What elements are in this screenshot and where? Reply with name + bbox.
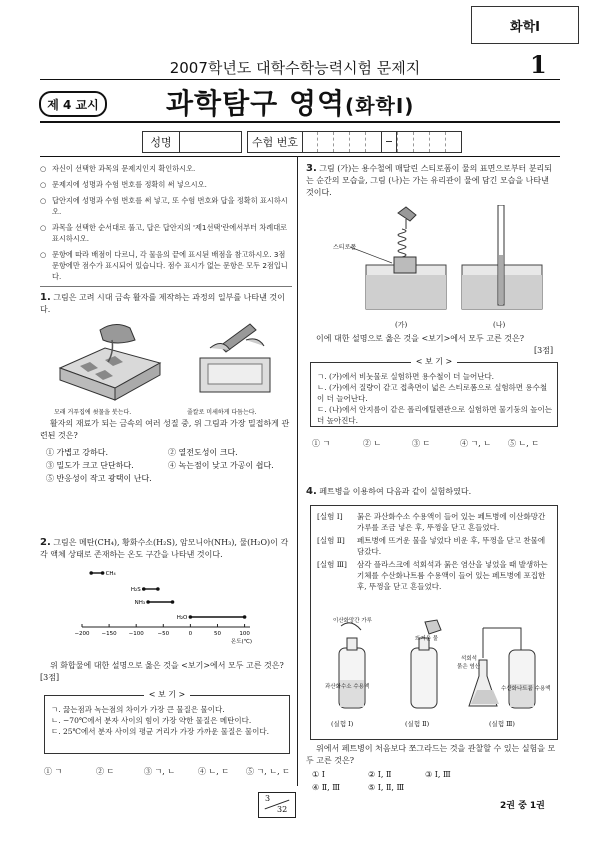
header-divider [40,79,560,80]
column-divider [297,156,298,786]
range-max-point [101,571,105,575]
page-number: 1 [530,50,547,79]
notice-5: ○ 문항에 따라 배점이 다르니, 각 물음의 끝에 표시된 배점을 참고하시오. 3점 문항에만 점수가 표시되어 있습니다. 점수 표시가 없는 문항은 모두 2점입니다. [40,249,290,282]
range-min-point [189,615,193,619]
exam-title: 2007학년도 대학수학능력시험 문제지 [169,59,421,77]
bogi-item: ㄴ. −70℃에서 분자 사이의 힘이 가장 약한 물질은 메탄이다. [51,716,252,725]
x-axis-label: 온도(℃) [230,639,252,645]
q4-choice-2[interactable]: ② Ⅰ, Ⅱ [368,770,392,779]
q1-stem [40,292,290,316]
q4-stem-text: 페트병을 이용하여 다음과 같이 실험하였다. [319,487,472,496]
q3-choice-1[interactable]: ① ㄱ [312,439,331,448]
subject-box: 화학Ⅰ [471,6,579,44]
q4-figure [319,618,551,714]
q3-figure [330,205,545,317]
range-max-point [243,615,247,619]
range-min-point [89,571,93,575]
bogi-item: ㄷ. 25℃에서 분자 사이의 평균 거리가 가장 가까운 물질은 물이다. [51,727,270,736]
notice-2: ○ 문제지에 성명과 수험 번호를 정확히 써 넣으시오. [40,180,207,189]
bogi-item: ㄷ. (나)에서 안지름이 같은 폴리에틸렌관으로 실험하면 물기둥의 높이는 더 높아진다. [317,405,553,425]
exp-caption-2: (실험 Ⅱ) [405,720,430,728]
q2-choice-1[interactable]: ① ㄱ [44,767,63,776]
bogi-item: ㄱ. 끓는점과 녹는점의 차이가 가장 큰 물질은 물이다. [51,705,225,714]
label-hcl: 묽은 염산 [457,664,481,670]
notice-text: 자신이 선택한 과목의 문제지인지 확인하시오. [52,164,196,173]
experiment-text: 페트병에 뜨거운 물을 넣었다 비운 후, 뚜껑을 닫고 찬물에 담갔다. [357,536,546,556]
exp-caption-3: (실험 Ⅲ) [489,720,515,728]
footer-book: 2권 중 1권 [500,801,545,811]
footer-page-total: 32 [277,805,288,814]
number-cell[interactable] [349,132,365,152]
q3-number: 3. [306,163,317,174]
q2-choice-3[interactable]: ③ ㄱ, ㄴ [144,767,176,776]
figure-ga [350,207,446,309]
q2-choice-4[interactable]: ④ ㄴ, ㄷ [198,767,230,776]
q1-choice-1[interactable]: ① 가볍고 강하다. [46,448,108,457]
x-tick-label: 100 [239,631,250,637]
q2-number: 2. [40,537,51,548]
notice-text: 답안지에 성명과 수험 번호를 써 넣고, 또 수험 번호와 답을 정확히 표시하시오. [52,196,288,216]
label-naoh: 수산화나트륨 수용액 [501,686,551,692]
q1-stem-text: 그림은 고려 시대 금속 활자를 제작하는 과정의 일부를 나타낸 것이다. [40,293,285,314]
q3-choice-4[interactable]: ④ ㄱ, ㄴ [460,439,492,448]
q2-chart [70,565,275,645]
q4-choice-1[interactable]: ① Ⅰ [312,770,325,779]
bogi-item: ㄴ. (가)에서 질량이 같고 접촉면이 넓은 스티로폼으로 실험하면 용수철이 더 늘어난다. [317,383,548,403]
range-min-point [146,600,150,604]
experiment-1 [317,511,553,533]
styrofoam-label: 스티로폼 [333,244,357,251]
notice-text: 문항에 따라 배점이 다르니, 각 물음의 끝에 표시된 배점을 참고하시오. 3점 문항에만 점수가 표시되어 있습니다. 점수 표시가 없는 문항은 모두 2점입니다. [52,250,288,281]
area-title [166,82,476,122]
q1-question: 활자의 재료가 되는 금속의 여러 성질 중, 위 그림과 가장 밀접하게 관련된 것은? [40,419,290,440]
q3-choice-2[interactable]: ② ㄴ [363,439,382,448]
series-label: NH₃ [134,600,146,606]
q1-choice-2[interactable]: ② 열전도성이 크다. [168,448,238,457]
q3-stem-text: 그림 (가)는 용수철에 매달린 스티로폼이 물의 표면으로부터 분리되는 순간의 모습을, 그림 (나)는 가는 유리관이 물에 담긴 모습을 나타낸 것이다. [306,164,553,197]
q1-caption-left: 모래 거푸집에 쇳물을 붓는다. [54,409,132,416]
label-ga: (가) [395,321,408,329]
q1-choice-5[interactable]: ⑤ 반응성이 작고 광택이 난다. [46,474,152,483]
footer-page-current: 3 [265,794,271,803]
x-tick-label: −150 [101,631,117,637]
range-max-point [171,600,175,604]
experiment-text: 삼각 플라스크에 석회석과 묽은 염산을 넣었을 때 발생하는 기체를 수산화나트륨 수용액이 들어 있는 페트병에 포집한 후, 뚜껑을 닫고 흔들었다. [357,560,548,591]
q3-stem [306,163,558,199]
q4-choice-4[interactable]: ④ Ⅱ, Ⅲ [312,783,340,792]
q1-number: 1. [40,292,51,303]
label-na: (나) [493,321,506,329]
label-limestone: 석회석 [461,656,477,662]
period-badge: 제 4 교시 [39,91,107,117]
q3-question: 이에 대한 설명으로 옳은 것을 <보기>에서 모두 고른 것은? [316,334,525,343]
bogi-title-text: < 보 기 > [411,357,458,366]
q2-bogi-box [44,690,290,754]
q2-bogi-list [51,704,285,737]
notice-4: ○ 과목을 선택한 순서대로 풀고, 답은 답안지의 '제1선택'란에서부터 차례대로 표시하시오. [40,222,290,244]
experiment-label: [실험 Ⅱ] [317,536,345,545]
q4-question: 위에서 페트병이 처음보다 쪼그라드는 것을 관찰할 수 있는 실험을 모두 고른 것은? [306,744,556,765]
label-hot-water: 뜨거운 물 [415,636,439,642]
number-cell[interactable] [413,132,429,152]
experiment-label: [실험 Ⅰ] [317,512,343,521]
figure-na [462,205,542,309]
x-tick-label: −200 [74,631,90,637]
x-tick-label: 50 [213,631,221,637]
experiment-3 [317,559,553,592]
x-tick-label: 0 [188,631,193,637]
experiment-2 [317,535,553,557]
footer-page-indicator [258,792,296,818]
name-field[interactable] [178,131,242,153]
notice-text: 문제지에 성명과 수험 번호를 정확히 써 넣으시오. [52,180,207,189]
bogi-item: ㄱ. (가)에서 비눗물로 실험하면 용수철이 더 늘어난다. [317,372,495,381]
q1-figure [50,318,280,410]
q3-choice-5[interactable]: ⑤ ㄴ, ㄷ [508,439,540,448]
q2-stem-text: 그림은 메탄(CH₄), 황화수소(H₂S), 암모니아(NH₃), 물(H₂O)이 각각 액체 상태로 존재하는 온도 구간을 나타낸 것이다. [40,538,289,559]
label-h2o2: 과산화수소 수용액 [325,684,370,690]
number-dash [381,132,397,152]
title-divider [40,121,560,123]
q2-choice-2[interactable]: ② ㄷ [96,767,115,776]
q4-number: 4. [306,486,317,497]
filing-illustration [200,324,270,392]
q4-stem [306,486,558,498]
bogi-title [311,356,557,367]
q2-choice-5[interactable]: ⑤ ㄱ, ㄴ, ㄷ [246,767,290,776]
x-tick-label: −100 [128,631,144,637]
q3-choice-3[interactable]: ③ ㄷ [412,439,431,448]
series-label: H₂O [176,615,188,621]
q1-caption-right: 줄칼로 미세하게 다듬는다. [187,409,257,416]
area-title-subject: (화학Ⅰ) [345,94,415,118]
q3-bogi-box [310,357,558,427]
range-min-point [142,587,146,591]
number-cell[interactable] [365,132,381,152]
q2-stem [40,537,290,561]
q1-choice-4[interactable]: ④ 녹는점이 낮고 가공이 쉽다. [168,461,274,470]
range-max-point [156,587,160,591]
q2-question: 위 화합물에 대한 설명으로 옳은 것을 <보기>에서 모두 고른 것은? [3점] [40,661,284,682]
exp-caption-1: (실험 Ⅰ) [331,720,354,728]
experiment-text: 묽은 과산화수소 수용액이 들어 있는 페트병에 이산화망간 가루를 조금 넣은 후, 뚜껑을 닫고 흔들었다. [357,512,546,532]
area-title-main: 과학탐구 영역 [166,87,346,120]
q4-choice-3[interactable]: ③ Ⅰ, Ⅲ [425,770,451,779]
bogi-title [45,689,289,700]
q1-choice-3[interactable]: ③ 밀도가 크고 단단하다. [46,461,134,470]
number-cell[interactable] [317,132,333,152]
casting-illustration [60,324,160,400]
number-cell[interactable] [445,132,461,152]
number-cell[interactable] [429,132,445,152]
series-label: H₂S [130,587,141,593]
q3-bogi-list [317,371,553,426]
label-mno2: 이산화망간 가루 [333,618,372,624]
q3-points: [3점] [534,346,554,355]
info-divider [40,156,560,157]
notice-3: ○ 답안지에 성명과 수험 번호를 써 넣고, 또 수험 번호와 답을 정확히 표시하시오. [40,195,290,217]
notice-divider [40,286,292,287]
number-label: 수험 번호 [247,131,303,153]
bogi-title-text: < 보 기 > [144,690,191,699]
number-cell[interactable] [333,132,349,152]
q4-choice-5[interactable]: ⑤ Ⅰ, Ⅱ, Ⅲ [368,783,405,792]
series-label: CH₄ [105,571,116,577]
name-label: 성명 [142,131,180,153]
exp1-bottle [339,623,365,708]
q4-experiment-list [317,511,553,592]
number-cell[interactable] [301,132,317,152]
number-cell[interactable] [397,132,413,152]
x-tick-label: −50 [157,631,170,637]
number-field[interactable] [301,131,462,153]
notice-text: 과목을 선택한 순서대로 풀고, 답은 답안지의 '제1선택'란에서부터 차례대로 표시하시오. [52,223,288,243]
experiment-label: [실험 Ⅲ] [317,560,347,569]
q4-experiment-box [310,505,558,740]
notice-1: ○ 자신이 선택한 과목의 문제지인지 확인하시오. [40,164,196,173]
